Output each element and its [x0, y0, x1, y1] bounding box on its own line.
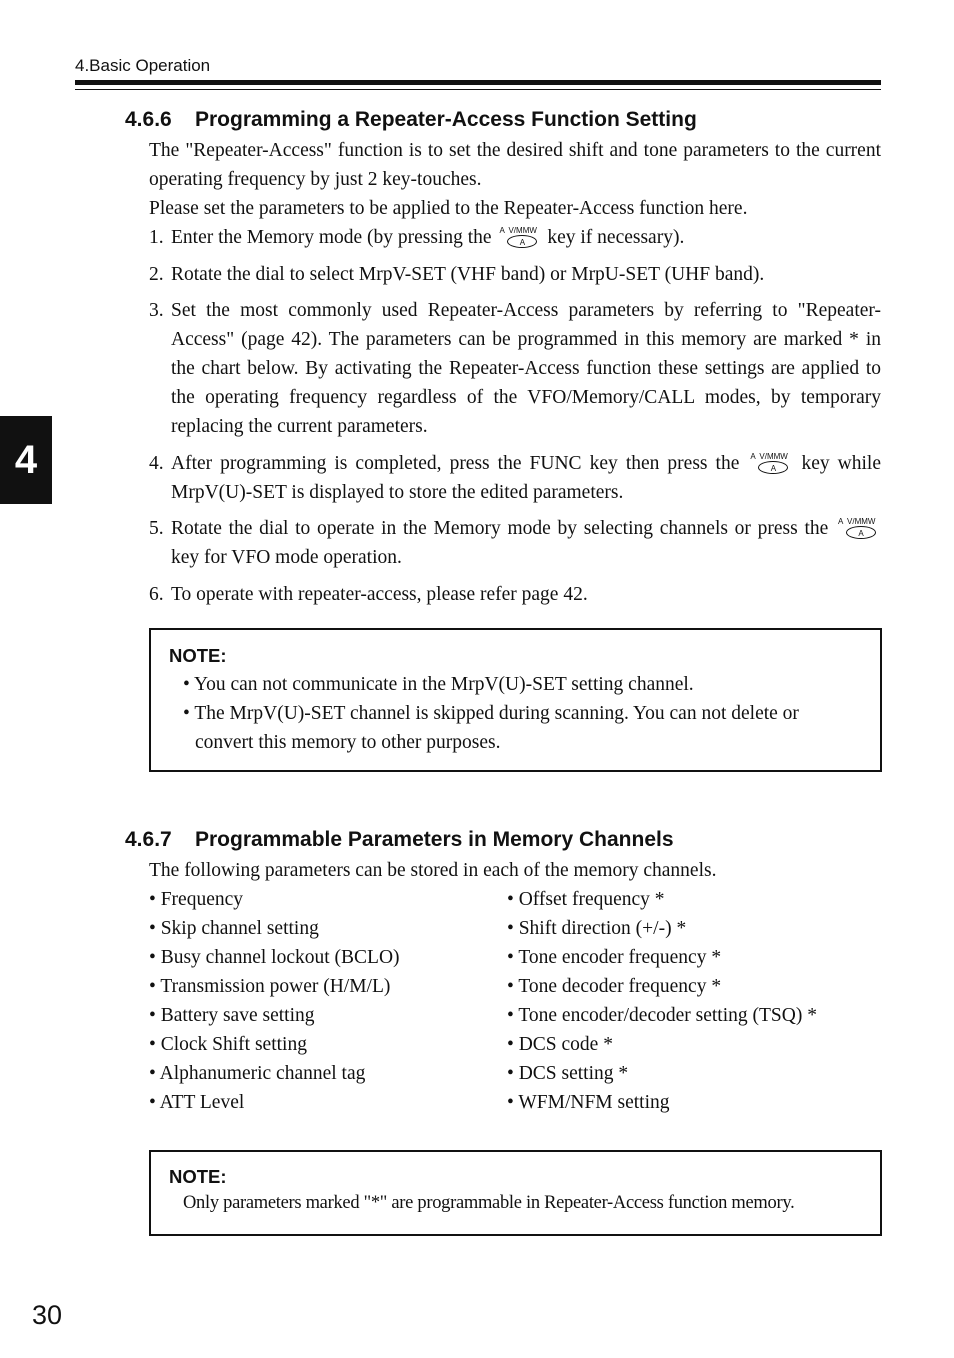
note-bullet: • You can not communicate in the MrpV(U)-SET setting channel. [183, 674, 694, 695]
step-number: 3. [149, 300, 164, 321]
section-466-number: 4.6.6 [125, 108, 172, 131]
note-bullet-continuation: convert this memory to other purposes. [195, 732, 501, 753]
chapter-tab: 4 [0, 416, 52, 504]
list-item: • Skip channel setting [149, 918, 319, 939]
note-box-467 [149, 1150, 882, 1236]
list-item: • Offset frequency * [507, 889, 665, 910]
header-rule-thin [75, 89, 881, 90]
step-text: Set the most commonly used Repeater-Access parameters by referring to "Repeater-Access" (page 42). The parameters can be programmed in this memory are marked * in the chart below. By activating the Repeater-Access function these settings are applied to the operating frequency regardless of the VFO/Memory/CALL modes, by temporary replacing the current parameters. [171, 300, 881, 437]
step-number: 5. [149, 518, 164, 539]
note-title: NOTE: [169, 645, 227, 666]
step-text-pre: After programming is completed, press the FUNC key then press the [171, 453, 740, 474]
vfo-mmw-key-icon: A V/MMW A [499, 226, 537, 247]
step-text-pre: Rotate the dial to operate in the Memory mode by selecting channels or press the [171, 518, 829, 539]
list-item: • Busy channel lockout (BCLO) [149, 947, 400, 968]
step-text-post: key for VFO mode operation. [171, 547, 402, 568]
list-item: • DCS setting * [507, 1063, 629, 1084]
step-2 [149, 260, 881, 289]
section-467-heading [125, 828, 674, 852]
step-3 [149, 296, 881, 441]
page-number: 30 [32, 1300, 63, 1330]
running-header: 4.Basic Operation [75, 56, 211, 75]
section-467-number: 4.6.7 [125, 828, 172, 851]
section-467-intro: The following parameters can be stored in each of the memory channels. [149, 860, 717, 881]
list-item: • Tone encoder/decoder setting (TSQ) * [507, 1005, 817, 1026]
note-bullet: • The MrpV(U)-SET channel is skipped during scanning. You can not delete or [183, 703, 799, 724]
step-4 [149, 449, 881, 507]
header-rule-thick [75, 80, 881, 85]
list-item: • Frequency [149, 889, 244, 910]
step-1 [149, 223, 881, 252]
note-text: Only parameters marked "*" are programmable in Repeater-Access function memory. [183, 1193, 795, 1213]
section-467-title: Programmable Parameters in Memory Channels [195, 828, 674, 851]
list-item: • Battery save setting [149, 1005, 315, 1026]
vfo-mmw-key-icon: A V/MMW A [750, 452, 788, 473]
step-number: 2. [149, 264, 164, 285]
step-6 [149, 580, 881, 609]
parameter-list-right [507, 885, 817, 1117]
step-text: To operate with repeater-access, please refer page 42. [171, 584, 588, 605]
list-item: • Alphanumeric channel tag [149, 1063, 366, 1084]
step-text-pre: Enter the Memory mode (by pressing the [171, 227, 492, 248]
note-box-466 [149, 628, 882, 772]
vfo-mmw-key-icon: A V/MMW A [838, 517, 876, 538]
step-text: Rotate the dial to select MrpV-SET (VHF band) or MrpU-SET (UHF band). [171, 264, 765, 285]
note-title: NOTE: [169, 1166, 227, 1187]
list-item: • Tone encoder frequency * [507, 947, 722, 968]
section-466-title: Programming a Repeater-Access Function Setting [195, 108, 697, 131]
step-number: 4. [149, 453, 164, 474]
list-item: • Tone decoder frequency * [507, 976, 722, 997]
section-466-intro-2: Please set the parameters to be applied to the Repeater-Access function here. [149, 198, 748, 219]
list-item: • Transmission power (H/M/L) [149, 976, 391, 997]
section-466-intro-1: The "Repeater-Access" function is to set the desired shift and tone parameters to the current operating frequency by just 2 key-touches. [149, 140, 881, 190]
list-item: • Clock Shift setting [149, 1034, 307, 1055]
step-number: 6. [149, 584, 164, 605]
step-number: 1. [149, 227, 164, 248]
step-5 [149, 514, 881, 572]
step-text-post: key while MrpV(U)-SET is displayed to store the edited parameters. [171, 453, 881, 503]
list-item: • Shift direction (+/-) * [507, 918, 687, 939]
list-item: • WFM/NFM setting [507, 1092, 670, 1113]
parameter-list-left [149, 885, 400, 1117]
list-item: • ATT Level [149, 1092, 245, 1113]
step-text-post: key if necessary). [547, 227, 685, 248]
list-item: • DCS code * [507, 1034, 613, 1055]
section-466-heading [125, 108, 697, 132]
